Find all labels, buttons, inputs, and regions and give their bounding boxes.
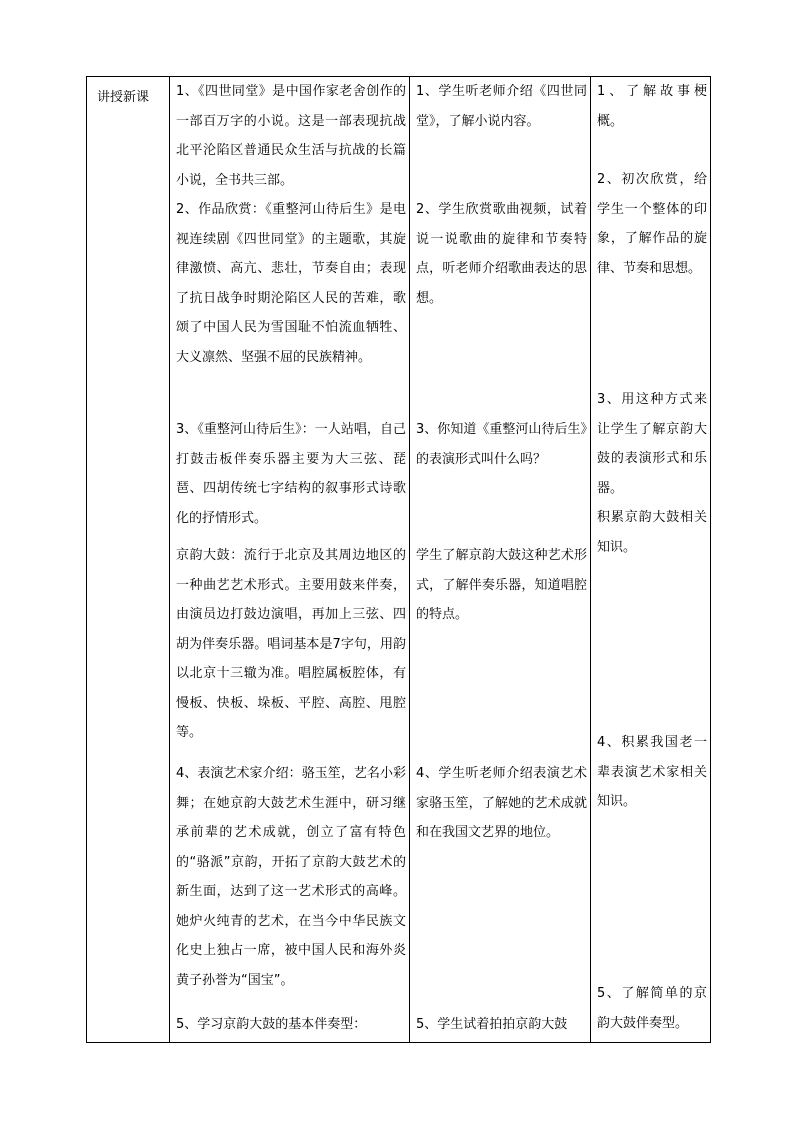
- student-activity-3: 3、你知道《重整河山待后生》的表演形式叫什么吗？: [416, 422, 587, 467]
- design-intent-5: 4、积累我国老一辈表演艺术家相关知识。: [597, 735, 707, 809]
- student-activity-1: 1、学生听老师介绍《四世同堂》，了解小说内容。: [416, 84, 587, 129]
- lesson-plan-table: [86, 76, 711, 1043]
- design-intent-1: 1、了解故事梗概。: [597, 84, 707, 129]
- teacher-activity-cell: [170, 77, 410, 1043]
- teacher-activity-3: 3、《重整河山待后生》：一人站唱，自己打鼓击板伴奏乐器主要为大三弦、琵琶、四胡传统七字结构的叙事形式诗歌化的抒情形式。: [176, 422, 406, 526]
- teacher-activity-2: 2、作品欣赏：《重整河山待后生》是电视连续剧《四世同堂》的主题歌，其旋律激愤、高亢、悲壮，节奏自由；表现了抗日战争时期沦陷区人民的苦难，歌颂了中国人民为雪国耻不怕流血牺牲、大义凛然、坚强不屈的民族精神。: [176, 202, 406, 365]
- teacher-activity-6: 5、学习京韵大鼓的基本伴奏型：: [176, 1017, 367, 1032]
- design-intent-cell: [591, 77, 711, 1043]
- design-intent-4: 积累京韵大鼓相关知识。: [597, 510, 707, 555]
- table-row: [87, 77, 711, 1043]
- student-activity-4: 学生了解京韵大鼓这种艺术形式，了解伴奏乐器，知道唱腔的特点。: [416, 548, 587, 622]
- teacher-activity-1: 1、《四世同堂》是中国作家老舍创作的一部百万字的小说。这是一部表现抗战北平沦陷区普通民众生活与抗战的长篇小说，全书共三部。: [176, 84, 406, 188]
- section-label: 讲授新课: [97, 90, 150, 105]
- student-activity-cell: [410, 77, 591, 1043]
- teacher-activity-5: 4、表演艺术家介绍：骆玉笙，艺名小彩舞；在她京韵大鼓艺术生涯中，研习继承前辈的艺术成就，创立了富有特色的“骆派”京韵，开拓了京韵大鼓艺术的新生面，达到了这一艺术形式的高峰。她炉火纯青的艺术，在当今中华民族文化史上独占一席，被中国人民和海外炎黄子孙誉为“国宝”。: [176, 766, 406, 988]
- student-activity-5: 4、学生听老师介绍表演艺术家骆玉笙，了解她的艺术成就和在我国文艺界的地位。: [416, 766, 587, 840]
- design-intent-3: 3、用这种方式来让学生了解京韵大鼓的表演形式和乐器。: [597, 392, 707, 496]
- section-cell: [87, 77, 170, 1043]
- student-activity-6: 5、学生试着拍拍京韵大鼓: [416, 1017, 568, 1032]
- design-intent-6: 5、了解简单的京韵大鼓伴奏型。: [597, 986, 707, 1031]
- design-intent-2: 2、初次欣赏，给学生一个整体的印象，了解作品的旋律、节奏和思想。: [597, 172, 707, 276]
- teacher-activity-4: 京韵大鼓：流行于北京及其周边地区的一种曲艺艺术形式。主要用鼓来伴奏，由演员边打鼓边演唱，再加上三弦、四胡为伴奏乐器。唱词基本是7字句，用韵以北京十三辙为准。唱腔属板腔体，有慢板、快板、垛板、平腔、高腔、甩腔等。: [176, 548, 406, 740]
- student-activity-2: 2、学生欣赏歌曲视频，试着说一说歌曲的旋律和节奏特点，听老师介绍歌曲表达的思想。: [416, 202, 587, 306]
